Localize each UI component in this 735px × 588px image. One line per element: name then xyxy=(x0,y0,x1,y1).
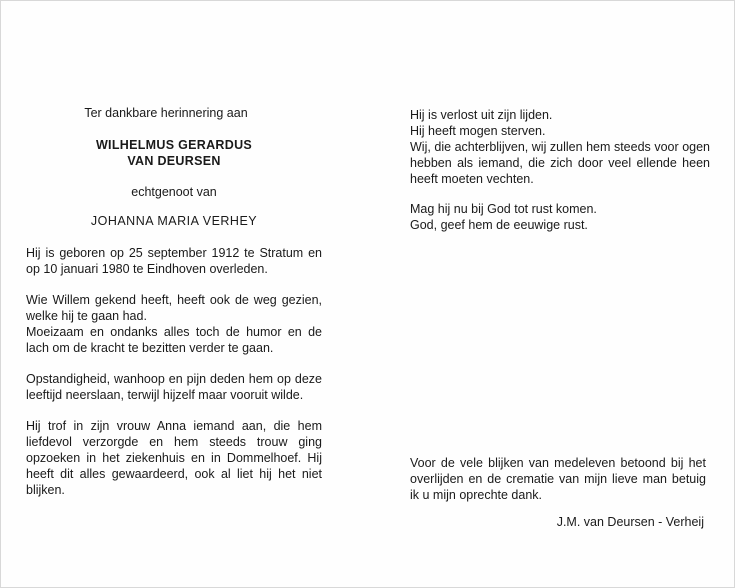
deceased-name xyxy=(26,137,322,169)
birth-paragraph: Hij is geboren op 25 september 1912 te Stratum en op 10 januari 1980 te Eindhoven overleden. xyxy=(26,246,322,276)
known-paragraph xyxy=(26,292,322,356)
prayer-line-1: Mag hij nu bij God tot rust komen. xyxy=(410,202,597,216)
known-text-1: Wie Willem gekend heeft, heeft ook de weg gezien, welke hij te gaan had. xyxy=(26,293,322,323)
right-column xyxy=(410,107,710,233)
left-column xyxy=(26,105,322,498)
spouse-name: JOHANNA MARIA VERHEY xyxy=(90,214,258,228)
despair-paragraph: Opstandigheid, wanhoop en pijn deden hem op deze leeftijd neerslaan, terwijl hijzelf maar vooruit wilde. xyxy=(26,372,322,402)
intro-text: Ter dankbare herinnering aan xyxy=(84,106,248,120)
poem-line-1: Hij is verlost uit zijn lijden. xyxy=(410,108,553,122)
known-text-2: Moeizaam en ondanks alles toch de humor en de lach om de kracht te bezitten verder te gaan. xyxy=(26,325,322,355)
spouse-label: echtgenoot van xyxy=(131,185,217,199)
prayer-block xyxy=(410,201,710,233)
signature: J.M. van Deursen - Verheij xyxy=(556,515,704,529)
deceased-name-line1: WILHELMUS GERARDUS xyxy=(95,138,253,152)
poem-line-3: Wij, die achterblijven, wij zullen hem steeds voor ogen hebben als iemand, die zich door veel ellende heen heeft moeten vechten. xyxy=(410,140,710,186)
poem-line-2: Hij heeft mogen sterven. xyxy=(410,124,546,138)
anna-paragraph: Hij trof in zijn vrouw Anna iemand aan, die hem liefdevol verzorgde en hem steeds trouw ging opzoeken in het ziekenhuis en in Dommelhoef. Hij heeft dit alles gewaardeerd, ook al liet hij het niet blijken. xyxy=(26,419,322,497)
prayer-line-2: God, geef hem de eeuwige rust. xyxy=(410,218,588,232)
deceased-name-line2: VAN DEURSEN xyxy=(127,154,221,168)
thanks-paragraph: Voor de vele blijken van medeleven betoond bij het overlijden en de crematie van mijn lieve man betuig ik u mijn oprechte dank. xyxy=(410,456,706,502)
